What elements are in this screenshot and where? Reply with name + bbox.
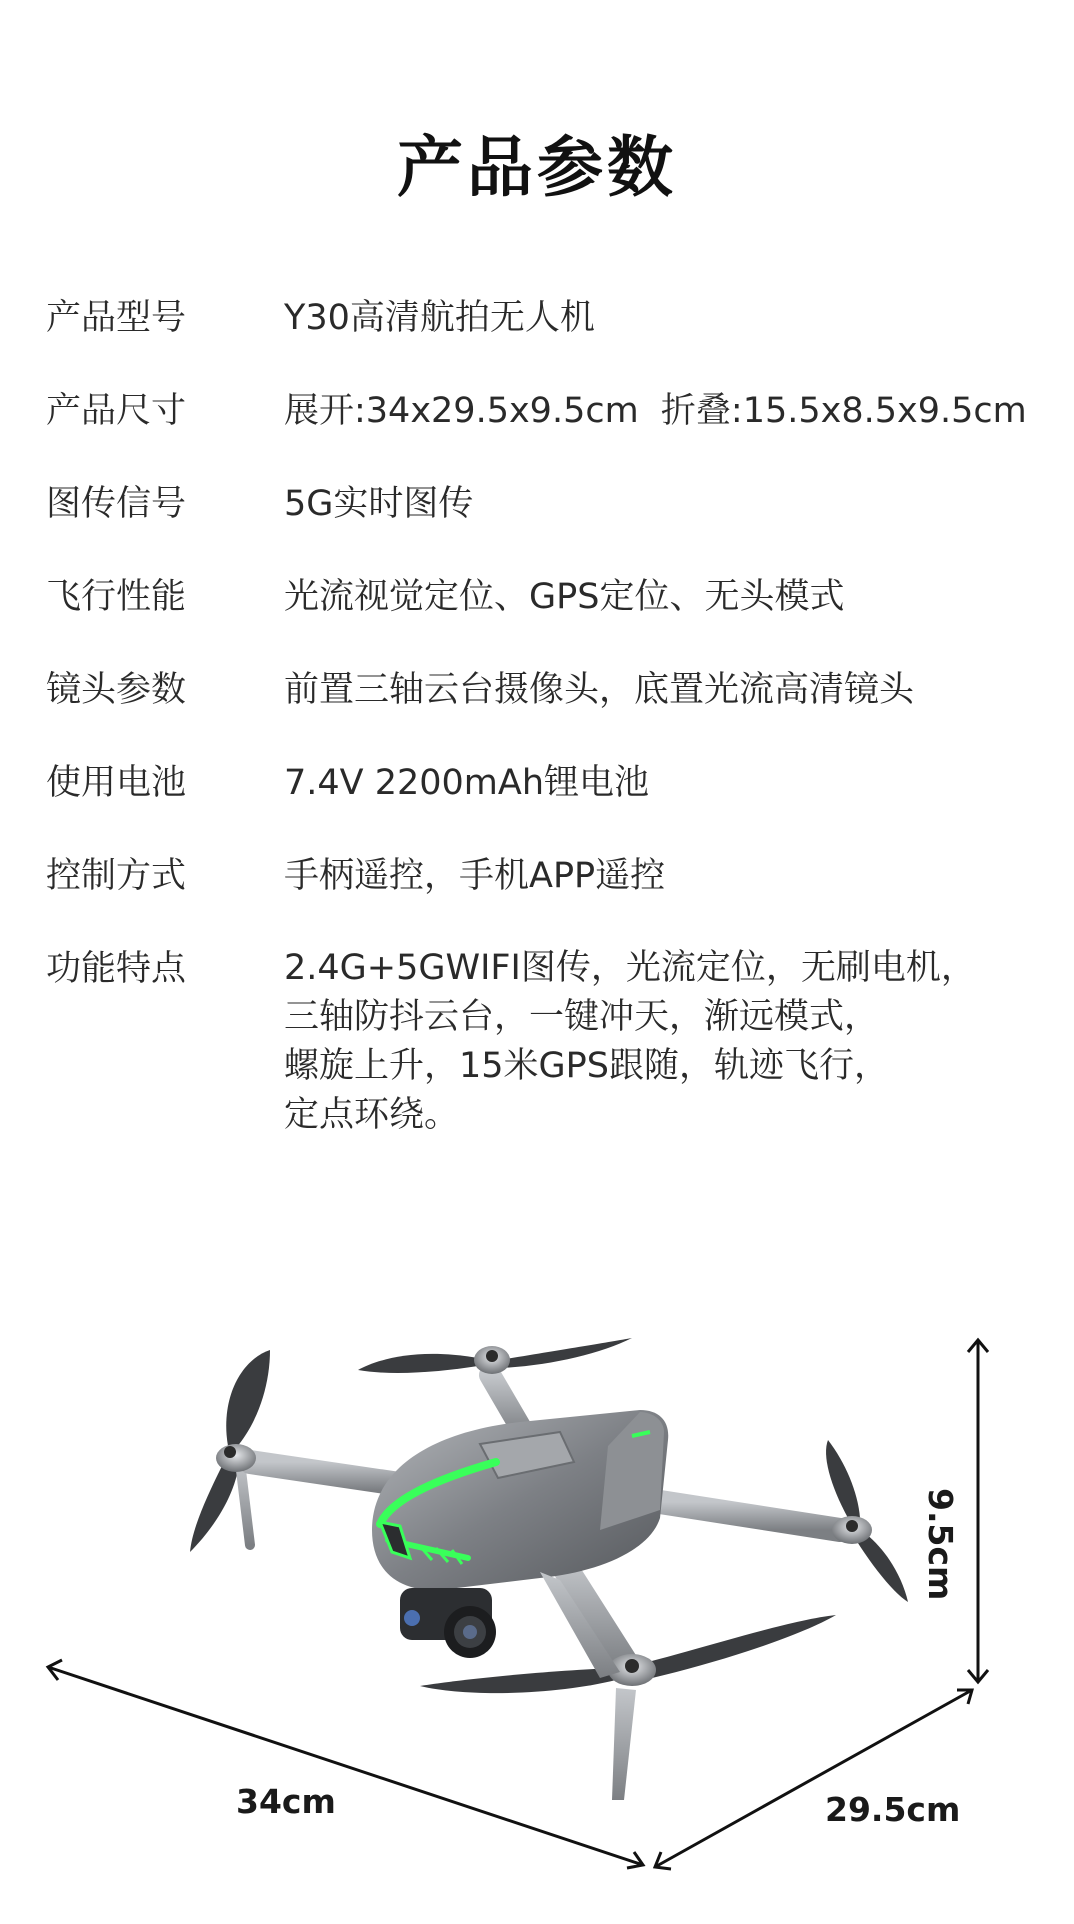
spec-label: 镜头参数 bbox=[46, 670, 187, 710]
feature-line: 定点环绕。 bbox=[284, 1095, 460, 1135]
spec-label: 产品型号 bbox=[46, 298, 187, 338]
spec-row-features bbox=[46, 944, 1026, 1140]
spec-row-lens bbox=[46, 665, 1026, 715]
spec-label: 使用电池 bbox=[46, 763, 187, 803]
spec-row-control bbox=[46, 851, 1026, 901]
spec-row-battery bbox=[46, 758, 1026, 808]
spec-label: 图传信号 bbox=[46, 484, 187, 524]
gimbal-camera bbox=[400, 1588, 496, 1658]
drone-body bbox=[372, 1410, 668, 1590]
spec-value: 前置三轴云台摄像头，底置光流高清镜头 bbox=[284, 670, 915, 710]
dim-line-34 bbox=[48, 1667, 643, 1865]
spec-value: 展开:34x29.5x9.5cm 折叠:15.5x8.5x9.5cm bbox=[284, 391, 1027, 431]
spec-label: 控制方式 bbox=[46, 856, 187, 896]
dimension-depth-label: 29.5cm bbox=[825, 1790, 961, 1829]
spec-value bbox=[284, 944, 1026, 1140]
spec-value: 7.4V 2200mAh锂电池 bbox=[284, 763, 650, 803]
spec-label: 产品尺寸 bbox=[46, 391, 187, 431]
page-title: 产品参数 bbox=[397, 129, 677, 206]
spec-value: 光流视觉定位、GPS定位、无头模式 bbox=[284, 577, 845, 617]
spec-row-flight bbox=[46, 572, 1026, 622]
feature-line: 三轴防抖云台，一键冲天，渐远模式， bbox=[284, 997, 880, 1037]
dim-line-295 bbox=[655, 1690, 972, 1867]
propeller-right bbox=[660, 1440, 908, 1602]
spec-label: 功能特点 bbox=[46, 949, 187, 989]
feature-line: 螺旋上升，15米GPS跟随，轨迹飞行， bbox=[284, 1046, 889, 1086]
spec-value: Y30高清航拍无人机 bbox=[284, 298, 595, 338]
spec-table bbox=[46, 293, 1026, 1183]
spec-row-signal bbox=[46, 479, 1026, 529]
spec-value: 手柄遥控，手机APP遥控 bbox=[284, 856, 666, 896]
dimension-height-label: 9.5cm bbox=[921, 1488, 960, 1601]
product-figure bbox=[0, 1200, 1074, 1920]
dimension-width-label: 34cm bbox=[236, 1782, 336, 1821]
spec-value: 5G实时图传 bbox=[284, 484, 474, 524]
spec-row-model bbox=[46, 293, 1026, 343]
feature-line: 2.4G+5GWIFI图传，光流定位，无刷电机， bbox=[284, 948, 976, 988]
spec-row-size bbox=[46, 386, 1026, 436]
spec-label: 飞行性能 bbox=[46, 577, 187, 617]
